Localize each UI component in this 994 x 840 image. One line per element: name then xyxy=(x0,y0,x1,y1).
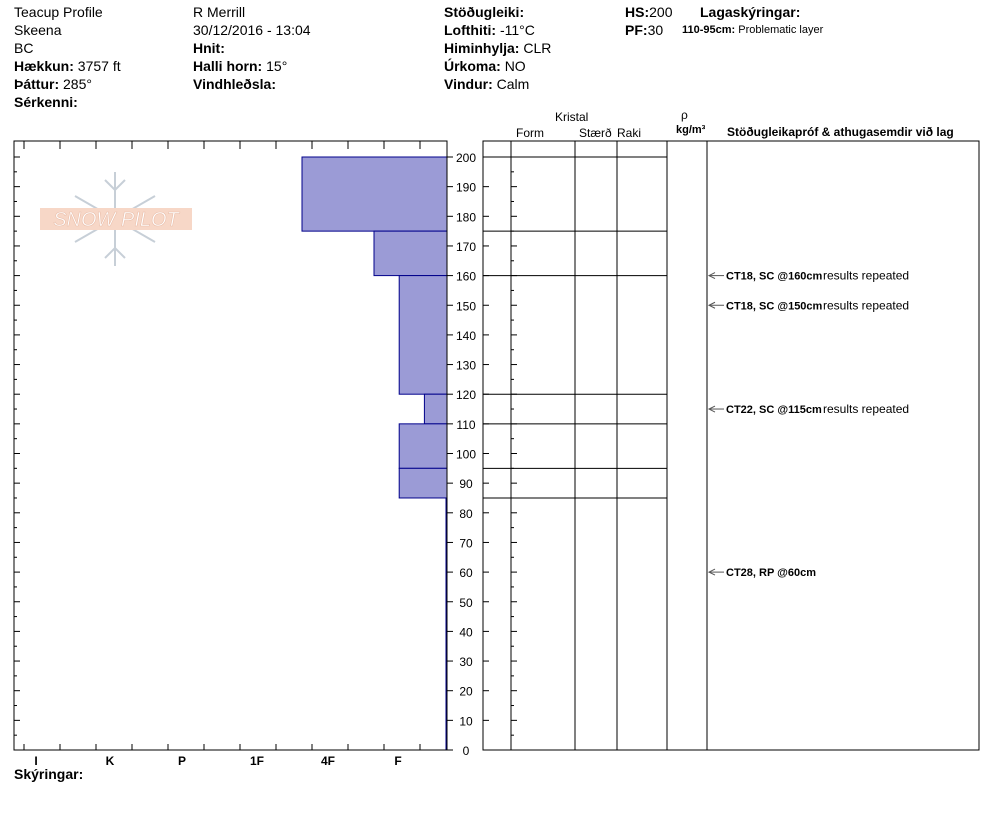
snowpilot-logo xyxy=(40,172,192,266)
wind-loading-label: Vindhleðsla: xyxy=(193,76,276,92)
y-tick-label: 130 xyxy=(455,358,477,373)
pf-value: 30 xyxy=(647,22,664,38)
slope-label: Halli horn: xyxy=(193,58,263,74)
slope-value: 15° xyxy=(266,58,288,74)
y-tick-label: 70 xyxy=(459,536,473,551)
test-code: CT18, SC @160cm xyxy=(726,270,823,283)
form-header: Form xyxy=(516,126,544,140)
elevation-label: Hækkun: xyxy=(14,58,74,74)
aspect-label: Þáttur: xyxy=(14,76,60,92)
air-temp-value: -11°C xyxy=(499,22,535,38)
profile-name: Teacup Profile xyxy=(14,4,103,20)
hardness-bar xyxy=(399,276,447,395)
rho-header: ρ xyxy=(681,108,688,122)
y-tick-label: 160 xyxy=(455,269,477,284)
hardness-bar xyxy=(399,468,447,498)
y-tick-label: 120 xyxy=(455,388,477,403)
y-tick-label: 140 xyxy=(455,328,477,343)
x-category-label: F xyxy=(394,754,402,768)
air-temp-label: Lofthiti: xyxy=(444,22,497,38)
layers-label: Lagaskýringar: xyxy=(700,4,801,20)
x-category-label: K xyxy=(105,754,115,768)
kristal-header: Kristal xyxy=(555,110,589,124)
x-category-label: 1F xyxy=(249,754,265,768)
test-code: CT18, SC @150cm xyxy=(726,300,823,313)
test-comment: results repeated xyxy=(823,268,910,283)
features-label: Sérkenni: xyxy=(14,94,78,110)
region: Skeena xyxy=(14,22,62,38)
datetime: 30/12/2016 - 13:04 xyxy=(193,22,311,38)
density-unit-header: kg/m³ xyxy=(676,124,706,136)
y-tick-label: 150 xyxy=(455,299,477,314)
hardness-bar xyxy=(374,231,447,275)
aspect-value: 285° xyxy=(63,76,92,92)
pf-label: PF: xyxy=(625,22,648,38)
precip-value: NO xyxy=(504,58,526,74)
y-tick-label: 50 xyxy=(459,595,473,610)
wind-label: Vindur: xyxy=(444,76,493,92)
test-code: CT28, RP @60cm xyxy=(726,567,817,580)
logo-text: SNOW PILOT xyxy=(53,209,179,231)
y-tick-label: 100 xyxy=(455,447,477,462)
problem-range: 110-95cm: xyxy=(682,24,736,36)
y-tick-label: 90 xyxy=(459,477,473,492)
test-comment: results repeated xyxy=(823,298,910,313)
y-tick-label: 180 xyxy=(455,210,477,225)
hardness-bar xyxy=(399,424,447,468)
coords-label: Hnit: xyxy=(193,40,225,56)
observer: R Merrill xyxy=(193,4,246,20)
hardness-bar xyxy=(302,157,447,231)
wind-value: Calm xyxy=(496,76,530,92)
x-category-label: 4F xyxy=(320,754,336,768)
y-tick-label: 10 xyxy=(459,714,473,729)
y-tick-label: 190 xyxy=(455,180,477,195)
problem-text: Problematic layer xyxy=(738,24,824,36)
stability-label: Stöðugleiki: xyxy=(444,4,525,20)
precip-label: Úrkoma: xyxy=(444,58,501,74)
size-header: Stærð xyxy=(579,126,612,140)
crystal-table-frame xyxy=(483,141,979,750)
y-tick-label: 60 xyxy=(459,566,473,581)
y-tick-label: 20 xyxy=(459,684,473,699)
hardness-bar xyxy=(424,394,447,424)
tests-header: Stöðugleikapróf & athugasemdir við lag xyxy=(727,125,954,139)
moisture-header: Raki xyxy=(617,126,642,140)
sky-value: CLR xyxy=(523,40,552,56)
test-code: CT22, SC @115cm xyxy=(726,404,822,417)
elevation-value: 3757 ft xyxy=(77,58,121,74)
hs-label: HS: xyxy=(625,4,650,20)
province: BC xyxy=(14,40,34,56)
notes-label: Skýringar: xyxy=(14,766,84,782)
x-category-label: I xyxy=(34,754,38,768)
y-tick-label: 0 xyxy=(462,744,470,758)
y-tick-label: 200 xyxy=(455,151,477,165)
y-tick-label: 80 xyxy=(459,506,473,521)
y-tick-label: 40 xyxy=(459,625,473,640)
y-tick-label: 110 xyxy=(456,417,476,432)
hs-value: 200 xyxy=(649,4,673,20)
sky-label: Himinhylja: xyxy=(444,40,520,56)
test-comment: results repeated xyxy=(823,402,910,417)
x-category-label: P xyxy=(177,754,187,768)
y-tick-label: 170 xyxy=(455,239,477,254)
y-tick-label: 30 xyxy=(459,655,473,670)
